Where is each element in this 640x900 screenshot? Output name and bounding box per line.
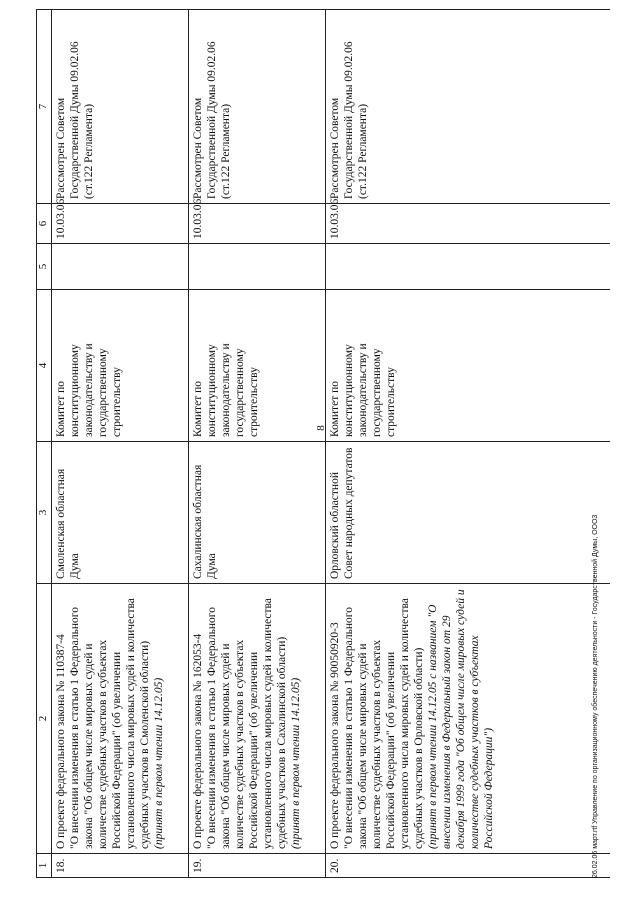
header-col-2: 2 bbox=[37, 584, 52, 854]
bill-description: "О внесении изменения в статью 1 Федерального закона "Об общем числе мировых судей и количестве судебных участков в субъектах Российской Федерации" (об увеличении установленного числа мировых судей и количества судебных участков в Орловской области) bbox=[343, 598, 426, 849]
row-number: 19. bbox=[189, 854, 326, 878]
date-cell: 10.03.06 bbox=[326, 204, 611, 244]
bill-note: (принят в первом чтении 14.12.05) bbox=[290, 677, 303, 849]
header-col-5: 5 bbox=[37, 244, 52, 290]
bill-description: "О внесении изменения в статью 1 Федерального закона "Об общем числе мировых судей и количестве судебных участков в субъектах Российской Федерации" (об увеличении установленного числа мировых судей и количества судебных участков в Сахалинской области) bbox=[206, 598, 289, 849]
header-row bbox=[37, 10, 52, 878]
status-cell: Рассмотрен Советом Государственной Думы 09.02.06 (ст.122 Регламента) bbox=[189, 10, 326, 204]
page-number: 8 bbox=[314, 425, 327, 431]
committee-cell: Комитет по конституционному законодательству и государственному строительству bbox=[52, 290, 189, 442]
table-row bbox=[52, 10, 189, 878]
bill-cell bbox=[326, 584, 611, 854]
initiator-cell: Сахалинская областная Дума bbox=[189, 442, 326, 584]
bill-cell bbox=[52, 584, 189, 854]
header-col-7: 7 bbox=[37, 10, 52, 204]
status-cell: Рассмотрен Советом Государственной Думы 09.02.06 (ст.122 Регламента) bbox=[326, 10, 611, 204]
bill-title: О проекте федерального закона № 90050920-3 bbox=[329, 622, 341, 849]
initiator-cell: Смоленская областная Дума bbox=[52, 442, 189, 584]
header-col-3: 3 bbox=[37, 442, 52, 584]
bill-note: (принят в первом чтении 14.12.05 с названием "О внесении изменения в Федеральный закон от 29 декабря 1999 года "Об общем числе мировых судей и количестве судебных участков в субъектах Российской Федерации") bbox=[427, 589, 496, 849]
committee-cell: Комитет по конституционному законодательству и государственному строительству bbox=[326, 290, 611, 442]
table-row bbox=[189, 10, 326, 878]
header-col-6: 6 bbox=[37, 204, 52, 244]
row-number: 18. bbox=[52, 854, 189, 878]
header-col-4: 4 bbox=[37, 290, 52, 442]
bill-title: О проекте федерального закона № 162053-4 bbox=[192, 633, 204, 849]
page-footer: 26.02.06 март.rtf Управление по организационному обеспечению деятельности - Государственной Думы, ООО3 bbox=[592, 514, 599, 878]
document-page bbox=[36, 10, 640, 878]
col5-cell bbox=[52, 244, 189, 290]
status-cell: Рассмотрен Советом Государственной Думы 09.02.06 (ст.122 Регламента) bbox=[52, 10, 189, 204]
bill-cell bbox=[189, 584, 326, 854]
initiator-cell: Орловский областной Совет народных депутатов bbox=[326, 442, 611, 584]
row-number: 20. bbox=[326, 854, 611, 878]
bill-description: "О внесении изменения в статью 1 Федерального закона "Об общем числе мировых судей и количестве судебных участков в субъектах Российской Федерации" (об увеличении установленного числа мировых судей и количества судебных участков в Смоленской области) bbox=[69, 598, 152, 849]
bill-note: (принят в первом чтении 14.12.05) bbox=[153, 677, 166, 849]
col5-cell bbox=[326, 244, 611, 290]
header-col-1: 1 bbox=[37, 854, 52, 878]
table-row bbox=[326, 10, 611, 878]
date-cell: 10.03.06 bbox=[52, 204, 189, 244]
bills-table bbox=[36, 9, 610, 878]
col5-cell bbox=[189, 244, 326, 290]
date-cell: 10.03.06 bbox=[189, 204, 326, 244]
bill-title: О проекте федерального закона № 110387-4 bbox=[55, 634, 67, 849]
committee-cell: Комитет по конституционному законодательству и государственному строительству bbox=[189, 290, 326, 442]
